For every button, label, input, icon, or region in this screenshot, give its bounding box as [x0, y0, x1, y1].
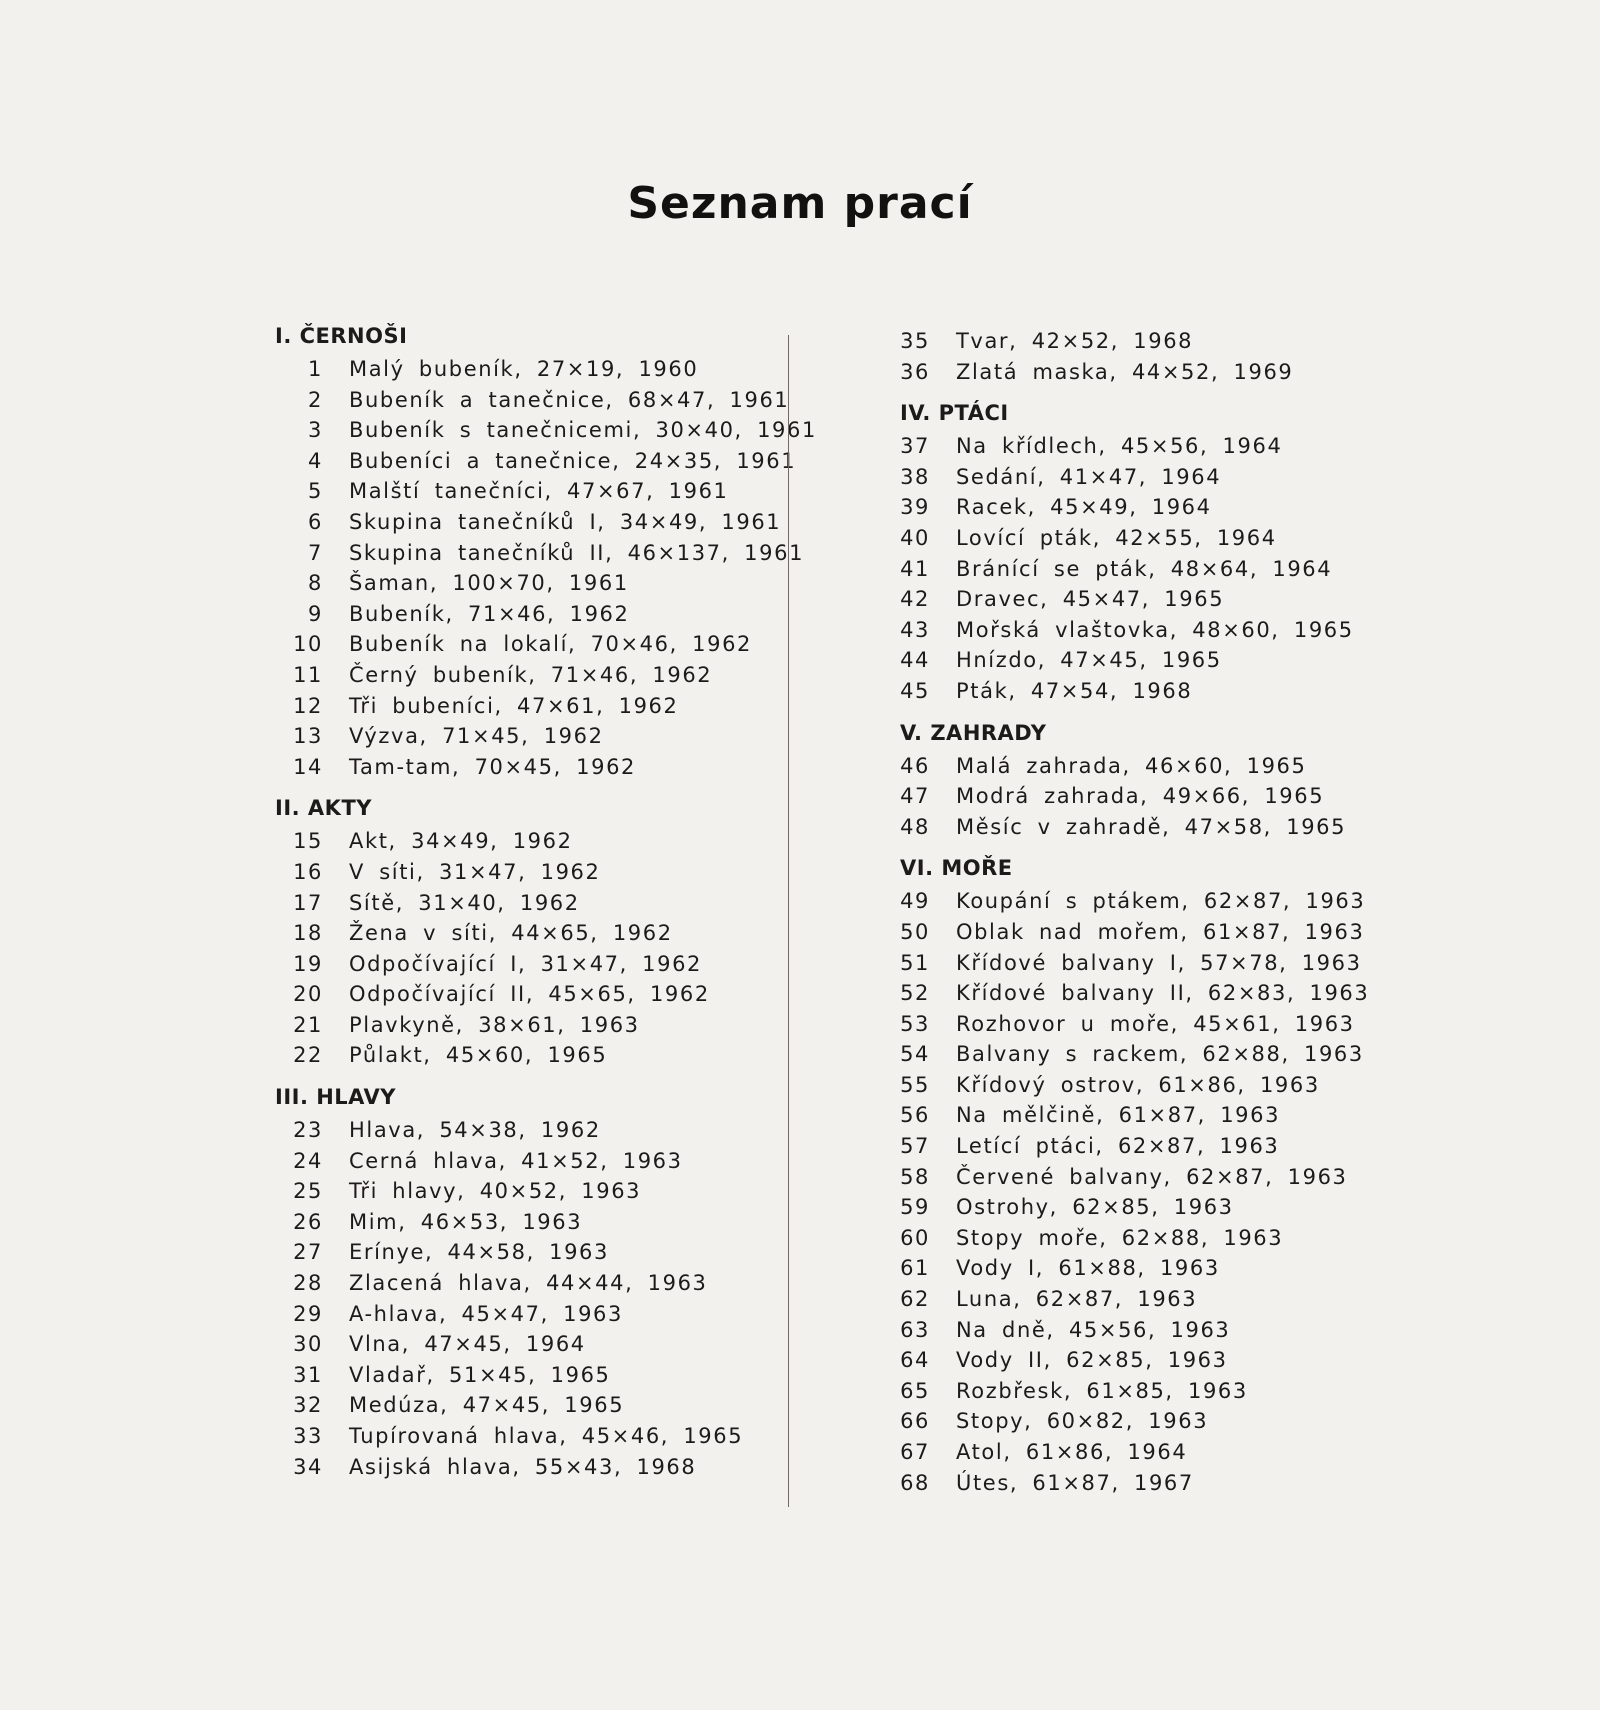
left-column [275, 318, 817, 1482]
list-item [275, 1237, 775, 1268]
item-number: 19 [293, 951, 323, 976]
list-item [275, 857, 775, 888]
item-text: Zlacená hlava, 44×44, 1963 [349, 1271, 708, 1296]
list-item [275, 629, 775, 660]
right-column [900, 326, 1420, 1498]
item-text: Stopy, 60×82, 1963 [956, 1409, 1209, 1434]
item-number: 25 [293, 1179, 323, 1204]
item-number: 52 [900, 981, 930, 1006]
item-number: 9 [308, 601, 323, 626]
item-text: Bránící se pták, 48×64, 1964 [956, 556, 1333, 581]
item-text: Vody II, 62×85, 1963 [956, 1348, 1228, 1373]
list-item [275, 691, 775, 722]
list-item [275, 1268, 775, 1299]
item-number: 8 [308, 571, 323, 596]
item-number: 22 [293, 1043, 323, 1068]
item-text: Skupina tanečníků II, 46×137, 1961 [349, 540, 805, 565]
item-text: Koupání s ptákem, 62×87, 1963 [956, 889, 1366, 914]
list-item [275, 1452, 775, 1483]
list-item [900, 1253, 1420, 1284]
list-item [275, 888, 775, 919]
item-number: 11 [293, 662, 323, 687]
item-text: Erínye, 44×58, 1963 [349, 1240, 609, 1265]
item-number: 31 [293, 1362, 323, 1387]
section-heading: IV. PTÁCI [900, 401, 1009, 426]
item-number: 42 [900, 587, 930, 612]
item-number: 60 [900, 1225, 930, 1250]
item-number: 29 [293, 1301, 323, 1326]
item-number: 32 [293, 1393, 323, 1418]
item-number: 5 [308, 479, 323, 504]
item-text: Odpočívající I, 31×47, 1962 [349, 951, 703, 976]
item-text: Sedání, 41×47, 1964 [956, 464, 1222, 489]
item-number: 48 [900, 814, 930, 839]
list-item [900, 1131, 1420, 1162]
item-number: 51 [900, 950, 930, 975]
list-item [275, 1176, 775, 1207]
item-text: A-hlava, 45×47, 1963 [349, 1301, 623, 1326]
item-text: Odpočívající II, 45×65, 1962 [349, 982, 710, 1007]
item-number: 54 [900, 1042, 930, 1067]
item-number: 37 [900, 434, 930, 459]
item-number: 6 [308, 509, 323, 534]
item-number: 49 [900, 889, 930, 914]
item-number: 39 [900, 495, 930, 520]
item-number: 65 [900, 1378, 930, 1403]
item-text: Balvany s rackem, 62×88, 1963 [956, 1042, 1364, 1067]
item-text: Křídové balvany II, 62×83, 1963 [956, 981, 1370, 1006]
item-text: Křídový ostrov, 61×86, 1963 [956, 1072, 1320, 1097]
list-item [900, 1162, 1420, 1193]
item-text: Hlava, 54×38, 1962 [349, 1118, 601, 1143]
item-text: Lovící pták, 42×55, 1964 [956, 525, 1277, 550]
item-number: 53 [900, 1011, 930, 1036]
item-number: 36 [900, 359, 930, 384]
item-text: Bubeník na lokalí, 70×46, 1962 [349, 632, 752, 657]
list-item [275, 1146, 775, 1177]
item-number: 16 [293, 859, 323, 884]
item-text: Tři bubeníci, 47×61, 1962 [349, 693, 679, 718]
item-number: 13 [293, 724, 323, 749]
list-item [275, 385, 790, 416]
list-item [275, 721, 775, 752]
list-item [900, 751, 1420, 782]
item-number: 10 [293, 632, 323, 657]
item-number: 3 [308, 418, 323, 443]
list-item [275, 979, 775, 1010]
list-item [900, 1100, 1420, 1131]
list-item [275, 1207, 775, 1238]
item-text: Bubeník s tanečnicemi, 30×40, 1961 [349, 418, 817, 443]
section-heading: II. AKTY [275, 796, 372, 821]
item-number: 23 [293, 1118, 323, 1143]
item-text: Racek, 45×49, 1964 [956, 495, 1212, 520]
item-text: Na dně, 45×56, 1963 [956, 1317, 1231, 1342]
list-item [275, 1329, 775, 1360]
list-item [900, 812, 1420, 843]
list-item [275, 1299, 775, 1330]
item-text: Rozbřesk, 61×85, 1963 [956, 1378, 1248, 1403]
item-text: Na mělčině, 61×87, 1963 [956, 1103, 1281, 1128]
item-text: Luna, 62×87, 1963 [956, 1287, 1198, 1312]
item-number: 57 [900, 1134, 930, 1159]
item-text: Půlakt, 45×60, 1965 [349, 1043, 608, 1068]
list-item [275, 660, 775, 691]
item-number: 50 [900, 919, 930, 944]
list-item [275, 918, 775, 949]
list-item [275, 1360, 775, 1391]
list-item [900, 615, 1420, 646]
list-item [900, 978, 1420, 1009]
list-item [275, 752, 775, 783]
item-number: 44 [900, 648, 930, 673]
item-number: 63 [900, 1317, 930, 1342]
item-number: 45 [900, 678, 930, 703]
item-number: 66 [900, 1409, 930, 1434]
list-item [900, 431, 1420, 462]
item-number: 59 [900, 1195, 930, 1220]
list-item [275, 415, 817, 446]
list-item [900, 326, 1420, 357]
list-item [275, 446, 797, 477]
list-item [900, 523, 1420, 554]
item-number: 33 [293, 1424, 323, 1448]
item-number: 4 [308, 448, 323, 473]
item-number: 68 [900, 1470, 930, 1495]
item-text: Měsíc v zahradě, 47×58, 1965 [956, 814, 1347, 839]
item-text: Tři hlavy, 40×52, 1963 [349, 1179, 642, 1204]
list-item [900, 492, 1420, 523]
item-text: Tam-tam, 70×45, 1962 [349, 754, 636, 779]
item-text: Letící ptáci, 62×87, 1963 [956, 1134, 1280, 1159]
item-text: Na křídlech, 45×56, 1964 [956, 434, 1283, 459]
item-text: Tupírovaná hlava, 45×46, 1965 [349, 1424, 744, 1448]
item-text: Červené balvany, 62×87, 1963 [956, 1164, 1348, 1189]
item-number: 15 [293, 829, 323, 854]
item-number: 17 [293, 890, 323, 915]
item-text: Oblak nad mořem, 61×87, 1963 [956, 919, 1365, 944]
list-item [900, 1376, 1420, 1407]
item-number: 64 [900, 1348, 930, 1373]
item-number: 2 [308, 387, 323, 412]
list-item [275, 354, 775, 385]
item-text: Malý bubeník, 27×19, 1960 [349, 357, 699, 381]
item-text: Medúza, 47×45, 1965 [349, 1393, 625, 1418]
item-text: Malá zahrada, 46×60, 1965 [956, 753, 1307, 778]
list-item [275, 1040, 775, 1071]
item-number: 24 [293, 1148, 323, 1173]
item-number: 7 [308, 540, 323, 565]
item-text: Rozhovor u moře, 45×61, 1963 [956, 1011, 1355, 1036]
item-text: Tvar, 42×52, 1968 [956, 329, 1194, 353]
item-number: 47 [900, 784, 930, 809]
item-text: Stopy moře, 62×88, 1963 [956, 1225, 1284, 1250]
item-text: Pták, 47×54, 1968 [956, 678, 1193, 703]
item-text: Šaman, 100×70, 1961 [349, 571, 629, 596]
list-item [900, 554, 1420, 585]
item-text: Černý bubeník, 71×46, 1962 [349, 662, 713, 687]
item-text: Zlatá maska, 44×52, 1969 [956, 359, 1294, 384]
list-item [275, 1421, 775, 1452]
list-item [275, 538, 805, 569]
list-item [900, 1192, 1420, 1223]
item-text: Asijská hlava, 55×43, 1968 [349, 1454, 697, 1479]
list-item [900, 1468, 1420, 1499]
item-text: Malští tanečníci, 47×67, 1961 [349, 479, 729, 504]
item-number: 34 [293, 1454, 323, 1479]
item-number: 18 [293, 921, 323, 946]
list-item [900, 1345, 1420, 1376]
item-text: Bubeník, 71×46, 1962 [349, 601, 630, 626]
list-item [900, 1406, 1420, 1437]
list-item [275, 476, 775, 507]
item-text: Skupina tanečníků I, 34×49, 1961 [349, 509, 782, 534]
page-title: Seznam prací [627, 178, 973, 229]
item-text: Sítě, 31×40, 1962 [349, 890, 580, 915]
list-item [900, 1284, 1420, 1315]
list-item [900, 645, 1420, 676]
list-item [900, 584, 1420, 615]
item-text: Výzva, 71×45, 1962 [349, 724, 604, 749]
item-number: 12 [293, 693, 323, 718]
list-item [275, 568, 775, 599]
section-heading: V. ZAHRADY [900, 720, 1047, 745]
item-text: Vody I, 61×88, 1963 [956, 1256, 1220, 1281]
item-number: 61 [900, 1256, 930, 1281]
item-number: 14 [293, 754, 323, 779]
list-item [900, 1437, 1420, 1468]
item-text: Atol, 61×86, 1964 [956, 1440, 1188, 1464]
item-text: Akt, 34×49, 1962 [349, 829, 573, 854]
list-item [900, 1315, 1420, 1346]
item-number: 40 [900, 525, 930, 550]
item-number: 55 [900, 1072, 930, 1097]
column-divider [788, 335, 789, 1507]
list-item [900, 1070, 1420, 1101]
section-heading: I. ČERNOŠI [275, 324, 408, 348]
section-heading: VI. MOŘE [900, 856, 1013, 881]
item-number: 35 [900, 329, 930, 353]
item-number: 20 [293, 982, 323, 1007]
item-number: 62 [900, 1287, 930, 1312]
list-item [275, 599, 775, 630]
list-item [275, 826, 775, 857]
item-number: 28 [293, 1271, 323, 1296]
item-text: Vlna, 47×45, 1964 [349, 1332, 586, 1357]
section-heading: III. HLAVY [275, 1085, 396, 1110]
list-item [900, 676, 1420, 707]
item-text: V síti, 31×47, 1962 [349, 859, 601, 884]
item-text: Cerná hlava, 41×52, 1963 [349, 1148, 683, 1173]
list-item [900, 1009, 1420, 1040]
list-item [900, 357, 1420, 388]
item-text: Útes, 61×87, 1967 [956, 1470, 1194, 1495]
item-text: Žena v síti, 44×65, 1962 [349, 921, 673, 946]
item-number: 1 [308, 357, 323, 381]
item-text: Plavkyně, 38×61, 1963 [349, 1012, 640, 1037]
list-item [275, 507, 782, 538]
list-item [275, 1115, 775, 1146]
item-number: 43 [900, 617, 930, 642]
item-number: 58 [900, 1164, 930, 1189]
item-number: 46 [900, 753, 930, 778]
item-text: Bubeník a tanečnice, 68×47, 1961 [349, 387, 790, 412]
list-item [900, 917, 1420, 948]
item-text: Bubeníci a tanečnice, 24×35, 1961 [349, 448, 797, 473]
list-item [900, 886, 1420, 917]
item-text: Hnízdo, 47×45, 1965 [956, 648, 1222, 673]
list-item [900, 781, 1420, 812]
list-item [900, 462, 1420, 493]
item-number: 30 [293, 1332, 323, 1357]
item-number: 26 [293, 1209, 323, 1234]
item-text: Mim, 46×53, 1963 [349, 1209, 583, 1234]
item-text: Vladař, 51×45, 1965 [349, 1362, 611, 1387]
list-item [900, 1223, 1420, 1254]
list-item [275, 949, 775, 980]
list-item [900, 948, 1420, 979]
item-text: Dravec, 45×47, 1965 [956, 587, 1225, 612]
list-item [275, 1010, 775, 1041]
item-number: 41 [900, 556, 930, 581]
list-item [275, 1390, 775, 1421]
list-item [900, 1039, 1420, 1070]
item-number: 56 [900, 1103, 930, 1128]
item-number: 67 [900, 1440, 930, 1464]
item-text: Křídové balvany I, 57×78, 1963 [956, 950, 1362, 975]
item-number: 21 [293, 1012, 323, 1037]
item-text: Mořská vlaštovka, 48×60, 1965 [956, 617, 1354, 642]
item-text: Ostrohy, 62×85, 1963 [956, 1195, 1234, 1220]
item-number: 27 [293, 1240, 323, 1265]
item-text: Modrá zahrada, 49×66, 1965 [956, 784, 1325, 809]
item-number: 38 [900, 464, 930, 489]
